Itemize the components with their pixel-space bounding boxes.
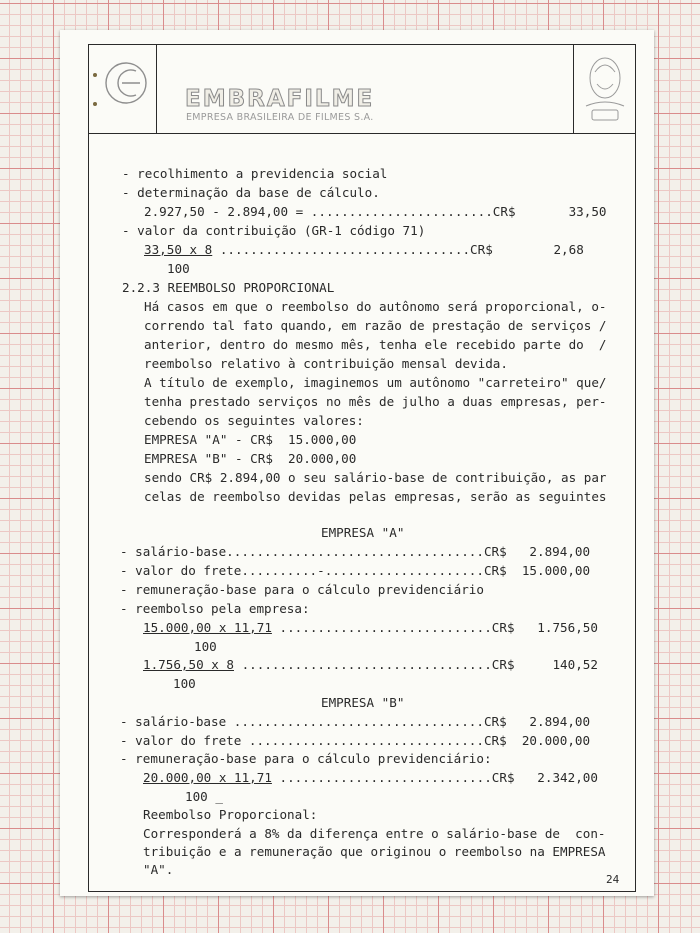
calculation-line xyxy=(143,658,598,672)
punch-mark xyxy=(93,102,97,106)
paragraph-line: A título de exemplo, imaginemos um autônomo "carreteiro" que/ xyxy=(144,375,607,390)
calculation-line xyxy=(143,621,598,635)
subheading: Reembolso Proporcional: xyxy=(143,807,318,822)
text-line xyxy=(144,243,584,257)
paragraph-line: reembolso relativo à contribuição mensal devida. xyxy=(144,356,508,371)
paragraph-line: correndo tal fato quando, em razão de prestação de serviços / xyxy=(144,318,607,333)
fraction-denominator: 100 xyxy=(194,639,217,654)
company-a-heading: EMPRESA "A" xyxy=(321,525,405,540)
line-item: - salário-base..................................CR$ 2.894,00 xyxy=(120,544,591,559)
line-item: - reembolso pela empresa: xyxy=(120,601,310,616)
header-logo-divider xyxy=(156,44,157,133)
paragraph-line: celas de reembolso devidas pelas empresas, serão as seguintes xyxy=(144,489,607,504)
seal-emblem-icon xyxy=(578,48,632,126)
paragraph-line: anterior, dentro do mesmo mês, tenha ele recebido parte do / xyxy=(144,337,607,352)
text-line: 2.927,50 - 2.894,00 = ........................CR$ 33,50 xyxy=(144,204,607,219)
leader-amount: .................................CR$ 2,68 xyxy=(212,242,584,257)
brand-name: EMBRAFILME xyxy=(185,86,375,112)
calculation-line xyxy=(143,771,598,785)
fraction-numerator: 20.000,00 x 11,71 xyxy=(143,770,272,785)
fraction-denominator: 100 xyxy=(173,676,196,691)
line-item: - salário-base .................................CR$ 2.894,00 xyxy=(120,714,591,729)
paragraph-line: Corresponderá a 8% da diferença entre o salário-base de con- xyxy=(143,826,606,841)
leader-amount: ............................CR$ 2.342,00 xyxy=(271,770,598,785)
paragraph-line: EMPRESA "B" - CR$ 20.000,00 xyxy=(144,451,357,466)
leader-amount: .................................CR$ 140,52 xyxy=(234,657,598,672)
text-line: - determinação da base de cálculo. xyxy=(122,185,380,200)
punch-mark xyxy=(93,73,97,77)
paragraph-line: Há casos em que o reembolso do autônomo será proporcional, o- xyxy=(144,299,607,314)
fraction-numerator: 15.000,00 x 11,71 xyxy=(143,620,272,635)
paragraph-line: "A". xyxy=(143,862,174,877)
embrafilme-logo-icon xyxy=(102,55,148,110)
fraction-numerator: 33,50 x 8 xyxy=(144,242,213,257)
company-b-heading: EMPRESA "B" xyxy=(321,695,405,710)
line-item: - valor do frete..........-.....................CR$ 15.000,00 xyxy=(120,563,591,578)
paragraph-line: cebendo os seguintes valores: xyxy=(144,413,364,428)
brand-subtitle: EMPRESA BRASILEIRA DE FILMES S.A. xyxy=(186,112,374,123)
paragraph-line: EMPRESA "A" - CR$ 15.000,00 xyxy=(144,432,357,447)
text-line: - valor da contribuição (GR-1 código 71) xyxy=(122,223,426,238)
line-item: - valor do frete ...............................CR$ 20.000,00 xyxy=(120,733,591,748)
section-heading: 2.2.3 REEMBOLSO PROPORCIONAL xyxy=(122,280,335,295)
leader-amount: ............................CR$ 1.756,50 xyxy=(271,620,598,635)
page-number: 24 xyxy=(606,873,620,886)
fraction-denominator: 100 _ xyxy=(185,789,223,804)
text-line: - recolhimento a previdencia social xyxy=(122,166,388,181)
paragraph-line: tribuição e a remuneração que originou o reembolso na EMPRESA xyxy=(143,844,606,859)
paragraph-line: tenha prestado serviços no mês de julho a duas empresas, per- xyxy=(144,394,607,409)
header-divider xyxy=(88,133,636,134)
line-item: - remuneração-base para o cálculo previdenciário: xyxy=(120,751,492,766)
line-item: - remuneração-base para o cálculo previdenciário xyxy=(120,582,484,597)
fraction-numerator: 1.756,50 x 8 xyxy=(143,657,234,672)
header-seal-divider xyxy=(573,44,574,133)
paragraph-line: sendo CR$ 2.894,00 o seu salário-base de contribuição, as par xyxy=(144,470,607,485)
fraction-denominator: 100 xyxy=(167,261,190,276)
